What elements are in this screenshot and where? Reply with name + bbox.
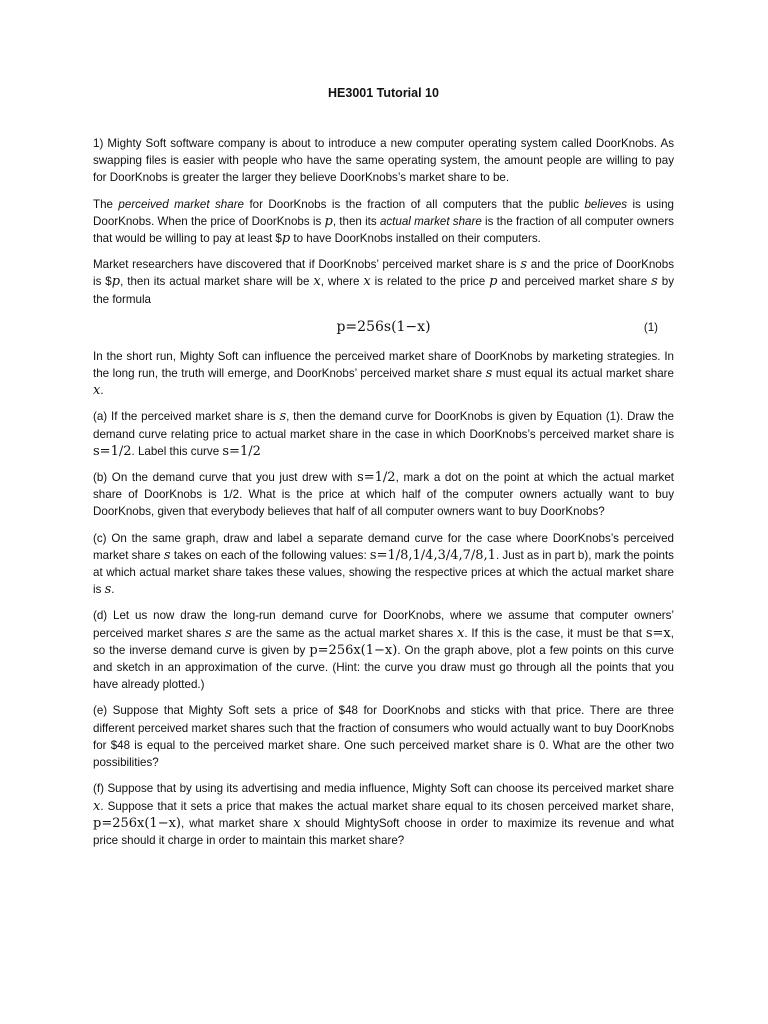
question-b: [93, 469, 674, 521]
question-d: [93, 607, 674, 693]
math-expr: p=256x(1−x): [309, 642, 398, 658]
text: , mark a dot on the point at which the actual market share of DoorKnobs is 1/2. What is the price at which half of the computer owners actually want to buy DoorKnobs, given that everybody believes that half of all computer owners want to buy DoorKnobs?: [93, 471, 674, 519]
math-expr: s=1/2: [93, 443, 132, 459]
math-var: x: [457, 625, 465, 641]
text: .: [100, 384, 104, 398]
equation-row: [93, 317, 674, 343]
math-var: p: [111, 274, 121, 290]
text: is the fraction of all computer owners that would be willing to pay at least $: [93, 214, 674, 246]
math-var: p: [324, 213, 333, 229]
term-actual-market-share: actual market share: [379, 214, 482, 228]
paragraph-definitions: [93, 196, 674, 248]
text: . Suppose that it sets a price that makes the actual market share equal to its chosen perceived market share,: [100, 799, 674, 813]
question-f: [93, 780, 674, 849]
text: .: [111, 583, 115, 597]
text: (f) Suppose that by using its advertising and media influence, Mighty Soft can choose its perceived market share: [93, 782, 674, 796]
text: In the short run, Mighty Soft can influence the perceived market share of DoorKnobs by marketing strategies. In the long run, the truth will emerge, and DoorKnobs’ perceived market share: [93, 349, 674, 381]
math-expr: s=x: [645, 625, 671, 641]
math-var: s: [225, 625, 232, 641]
math-var: x: [293, 815, 301, 831]
math-var: x: [93, 798, 101, 814]
math-expr: s=1/8,1/4,3/4,7/8,1: [369, 547, 496, 563]
math-var: s: [279, 409, 287, 425]
math-var: p: [489, 274, 498, 290]
math-var: x: [363, 274, 371, 290]
question-a: [93, 408, 674, 460]
math-var: s: [104, 582, 112, 598]
text: , where: [320, 275, 364, 289]
math-expr: p=256x(1−x): [93, 815, 181, 831]
math-var: s: [651, 274, 658, 290]
text: Market researchers have discovered that if DoorKnobs’ perceived market share is: [93, 258, 521, 272]
math-var: x: [93, 383, 101, 399]
term-believes: believes: [584, 197, 628, 211]
document-title: HE3001 Tutorial 10: [328, 86, 439, 100]
text: takes on each of the following values:: [170, 548, 370, 562]
paragraph-intro: 1) Mighty Soft software company is about to introduce a new computer operating system called DoorKnobs. As swapping files is easier with people who have the same operating system, the amount people are willing to pay for DoorKnobs is greater the larger they believe DoorKnobs’s market share to be.: [93, 137, 674, 185]
text: . Label this curve: [131, 444, 223, 458]
equation-number: (1): [643, 320, 658, 334]
text: , so the inverse demand curve is given by: [93, 626, 674, 657]
text: , what market share: [181, 816, 294, 830]
question-c: [93, 530, 674, 599]
text: (d) Let us now draw the long-run demand curve for DoorKnobs, where we assume that computer owners’ perceived market shares: [93, 609, 674, 640]
text: and perceived market share: [497, 275, 652, 289]
text: is using DoorKnobs. When the price of DoorKnobs is: [93, 197, 674, 228]
math-var: s: [163, 547, 171, 563]
math-expr: s=1/2: [357, 470, 396, 486]
text: and the price of DoorKnobs is $: [93, 258, 674, 289]
math-var: p: [281, 231, 291, 247]
text: should MightySoft choose in order to maximize its revenue and what price should it charge in order to maintain this market share?: [93, 816, 674, 847]
text: must equal its actual market share: [492, 367, 674, 381]
text: (a) If the perceived market share is: [93, 410, 280, 424]
text: by the formula: [93, 275, 675, 306]
equation-formula: p=256s(1−x): [336, 318, 431, 335]
math-var: s: [485, 366, 493, 382]
text: , then its actual market share will be: [120, 275, 314, 289]
text: are the same as the actual market shares: [231, 626, 458, 640]
text: is related to the price: [370, 275, 490, 289]
text: The: [93, 197, 119, 211]
math-expr: s=1/2: [222, 443, 261, 459]
text: to have DoorKnobs installed on their computers.: [290, 232, 541, 246]
text: , then the demand curve for DoorKnobs is given by Equation (1). Draw the demand curve relating price to actual market share in the case in which DoorKnobs’s perceived market share is: [93, 410, 674, 441]
text: . If this is the case, it must be that: [464, 626, 646, 640]
text: . On the graph above, plot a few points on this curve and sketch in an approximation of the curve. (Hint: the curve you draw must go through all the points that you have already plotted.): [93, 643, 675, 692]
text: for DoorKnobs is the fraction of all computers that the public: [244, 197, 585, 211]
document-page: [93, 84, 674, 858]
question-e: (e) Suppose that Mighty Soft sets a price of $48 for DoorKnobs and sticks with that price. There are three different perceived market shares such that the fraction of consumers who would actually want to buy DoorKnobs for $48 is equal to the perceived market share. One such perceived market share is 0. What are the other two possibilities?: [93, 704, 674, 770]
text: (c) On the same graph, draw and label a separate demand curve for the case where DoorKnobs’s perceived market share: [93, 531, 674, 562]
paragraph-research: [93, 256, 674, 308]
math-var: x: [313, 274, 321, 290]
math-var: s: [520, 257, 528, 273]
text: (b) On the demand curve that you just drew with: [93, 471, 358, 485]
paragraph-short-run: [93, 348, 674, 400]
text: . Just as in part b), mark the points at which actual market share takes these values, showing the respective prices at which the actual market share is: [93, 548, 674, 597]
text: , then its: [332, 214, 380, 228]
term-perceived-market-share: perceived market share: [118, 197, 245, 211]
